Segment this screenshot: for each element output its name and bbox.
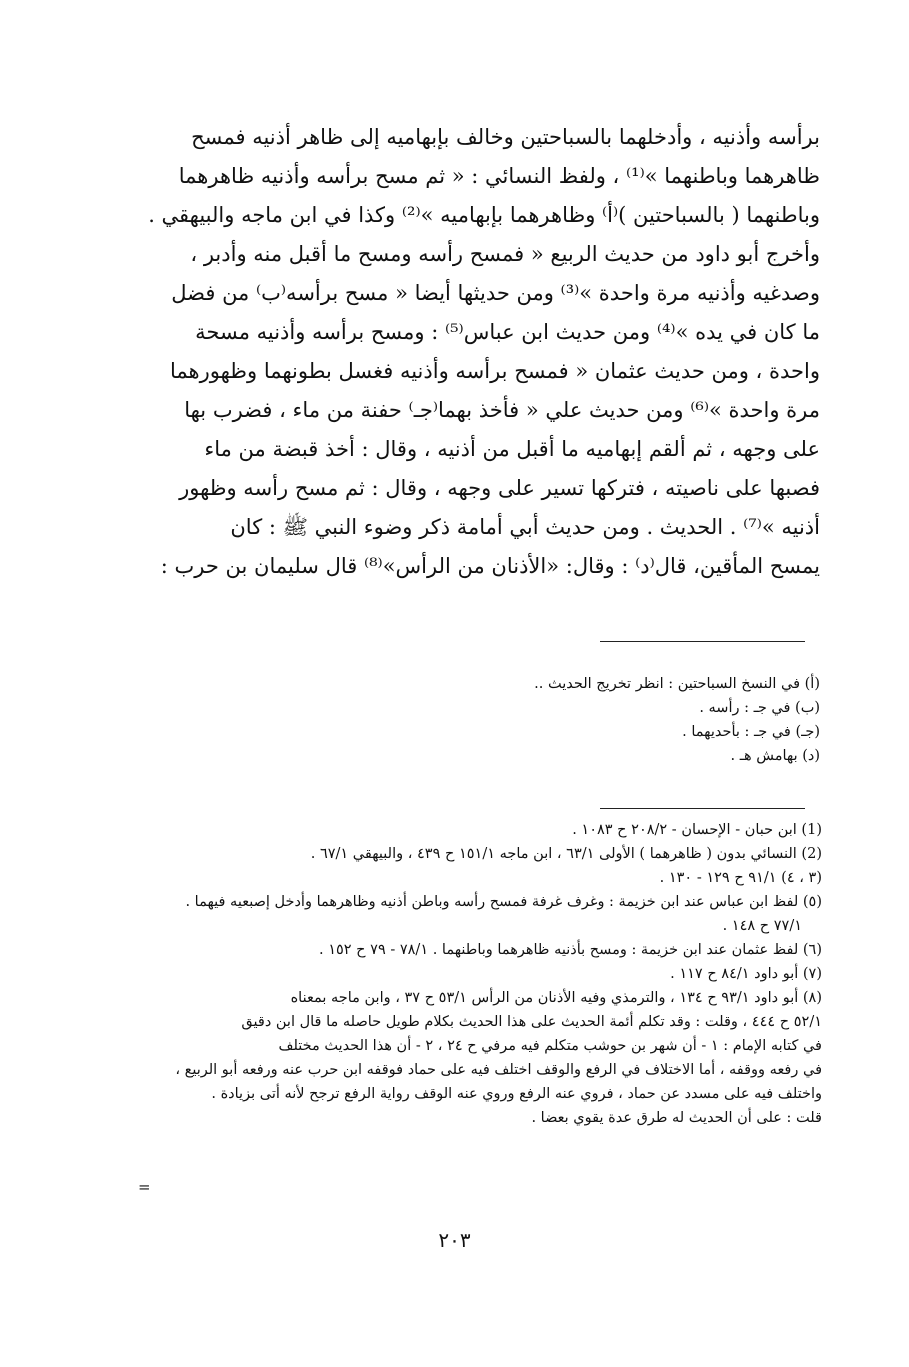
- main-text-line: برأسه وأذنيه ، وأدخلهما بالسباحتين وخالف بإبهاميه إلى ظاهر أذنيه فمسح: [191, 125, 820, 149]
- footnote: (٥) لفظ ابن عباس عند ابن خزيمة : وغرف غرفة فمسح رأسه وباطن أذنيه وظاهرهما وأدخل إصبعيه فيهما .: [185, 894, 822, 910]
- main-text-line: واحدة ، ومن حديث عثمان « فمسح برأسه وأذنيه فغسل بطونهما وظهورهما: [170, 359, 820, 383]
- footnote-continuation: ٥٢/١ ح ٤٤٤ ، وقلت : وقد تكلم أئمة الحديث على هذا الحديث بكلام طويل حاصله ما قال ابن دقيق: [241, 1014, 822, 1030]
- main-text-line: مرة واحدة »⁽⁶⁾ ومن حديث علي « فأخذ بهما⁽جـ⁾ حفنة من ماء ، فضرب بها: [184, 398, 820, 422]
- footnote-continuation: قلت : على أن الحديث له طرق عدة يقوي بعضا .: [531, 1110, 822, 1126]
- main-text-line: أذنيه »⁽⁷⁾ . الحديث . ومن حديث أبي أمامة ذكر وضوء النبي ﷺ : كان: [230, 515, 820, 539]
- manuscript-variant-notes: [380, 672, 820, 768]
- main-text-line: ما كان في يده »⁽⁴⁾ ومن حديث ابن عباس⁽⁵⁾ : ومسح برأسه وأذنيه مسحة: [195, 320, 820, 344]
- variant-note: (جـ) في جـ : بأحديهما .: [682, 724, 820, 740]
- footnote-continuation: واختلف فيه على مسدد عن حماد ، فروي عنه الرفع وروي عنه الوقف رواية الرفع ترجح لأنه أتى بزيادة .: [211, 1086, 822, 1102]
- footnote-divider: [600, 808, 805, 809]
- main-text-line: يمسح المأقين، قال⁽د⁾ : وقال: «الأذنان من الرأس»⁽⁸⁾ قال سليمان بن حرب :: [160, 554, 820, 578]
- footnote: (٨) أبو داود ٩٣/١ ح ١٣٤ ، والترمذي وفيه الأذنان من الرأس ٥٣/١ ح ٣٧ ، وابن ماجه بمعناه: [290, 990, 822, 1006]
- footnote-continuation: في كتابه الإمام : ١ - أن شهر بن حوشب متكلم فيه مرفي ح ٢٤ ، ٢ - أن هذا الحديث مختلف: [278, 1038, 822, 1054]
- main-text-line: وأخرج أبو داود من حديث الربيع « فمسح رأسه ومسح ما أقبل منه وأدبر ،: [190, 242, 820, 266]
- footnote: (٧) أبو داود ٨٤/١ ح ١١٧ .: [670, 966, 822, 982]
- main-text-body: [120, 118, 820, 586]
- footnotes-section: [112, 818, 822, 1130]
- footnote-continuation: ٧٧/١ ح ١٤٨ .: [722, 918, 802, 934]
- main-text-line: ظاهرهما وباطنهما »⁽¹⁾ ، ولفظ النسائي : « ثم مسح برأسه وأذنيه ظاهرهما: [178, 164, 820, 188]
- main-text-line: وباطنهما ( بالسباحتين )⁽أ⁾ وظاهرهما بإبهاميه »⁽²⁾ وكذا في ابن ماجه والبيهقي .: [148, 203, 820, 227]
- footnote: (2) النسائي بدون ( ظاهرهما ) الأولى ٦٣/١ ، ابن ماجه ١٥١/١ ح ٤٣٩ ، والبيهقي ٦٧/١ .: [310, 846, 822, 862]
- main-text-line: على وجهه ، ثم ألقم إبهاميه ما أقبل من أذنيه ، وقال : أخذ قبضة من ماء: [204, 437, 820, 461]
- footnote: (1) ابن حبان - الإحسان - ٢٠٨/٢ ح ١٠٨٣ .: [572, 822, 822, 838]
- continuation-mark: =: [138, 1178, 151, 1196]
- main-text-line: فصبها على ناصيته ، فتركها تسير على وجهه ، وقال : ثم مسح رأسه وظهور: [179, 476, 820, 500]
- footnote-continuation: في رفعه ووقفه ، أما الاختلاف في الرفع والوقف اختلف فيه على حماد فوقفه ابن حرب عنه ورفعه أبو الربيع ،: [175, 1062, 822, 1078]
- variant-note: (أ) في النسخ السباحتين : انظر تخريج الحديث ..: [534, 676, 820, 692]
- variant-note: (ب) في جـ : رأسه .: [699, 700, 820, 716]
- main-text-line: وصدغيه وأذنيه مرة واحدة »⁽³⁾ ومن حديثها أيضا « مسح برأسه⁽ب⁾ من فضل: [171, 281, 820, 305]
- page-number: ٢٠٣: [438, 1228, 471, 1252]
- footnote: (٣ ، ٤) ٩١/١ ح ١٢٩ - ١٣٠ .: [659, 870, 822, 886]
- footnote-divider: [600, 641, 805, 642]
- variant-note: (د) بهامش هـ .: [730, 748, 820, 764]
- footnote: (٦) لفظ عثمان عند ابن خزيمة : ومسح بأذنيه ظاهرهما وباطنهما . ٧٨/١ - ٧٩ ح ١٥٢ .: [318, 942, 822, 958]
